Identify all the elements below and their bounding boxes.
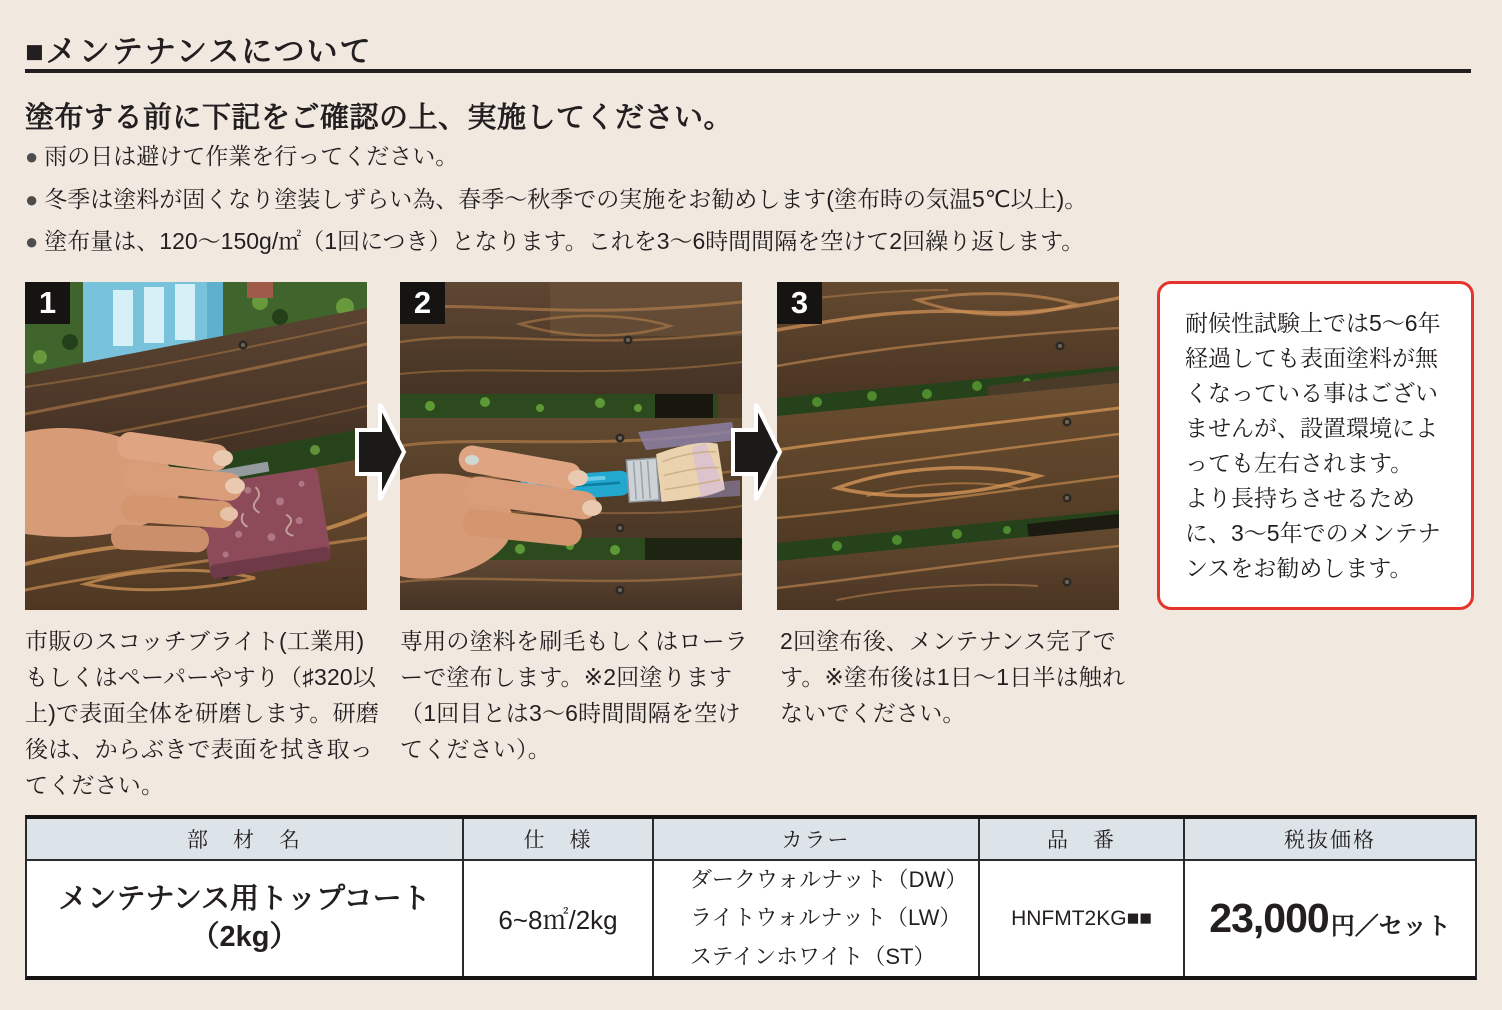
note-text: 雨の日は避けて作業を行ってください。 [44,143,459,169]
part-name-line1: メンテナンス用トップコート [58,882,431,915]
step-caption-1: 市販のスコッチブライト(工業用)もしくはペーパーやすり（♯320以上)で表面全体を研磨します。研磨後は、からぶきで表面を拭き取ってください。 [25,628,380,798]
step-caption-2: 専用の塗料を刷毛もしくはローラーで塗布します。※2回塗ります（1回目とは3〜6時間間隔を空けてください）。 [400,628,748,762]
price-unit: 円／セット [1330,913,1451,940]
note-text: 塗布量は、120〜150g/㎡（1回につき）となります。これを3〜6時間間隔を空けて2回繰り返します。 [44,228,1085,255]
col-header-spec: 仕 様 [464,819,654,861]
bullet-icon: ● [25,144,39,169]
step-number-badge: 3 [777,282,822,324]
part-number-cell: HNFMT2KG■■ [980,861,1185,976]
painting-wood-photo-illustration [400,282,742,610]
note-text: 冬季は塗料が固くなり塗装しずらい為、春季〜秋季での実施をお勧めします(塗布時の気温5℃以上)。 [44,185,1088,212]
note-paragraph: 耐候性試験上では5〜6年経過しても表面塗料が無くなっている事はございませんが、設置環境によっても左右されます。 [1185,310,1441,476]
part-name-line2: （2kg） [190,920,299,953]
arrow-right-icon [355,398,407,506]
color-options-cell [654,861,980,976]
note-paragraph: より長持ちさせるために、3〜5年でのメンテナンスをお勧めします。 [1185,485,1441,581]
step-number-badge: 1 [25,282,70,324]
part-name-cell [27,861,464,976]
color-option: ステインホワイト（ST） [690,943,936,969]
step-photo-2 [400,282,742,610]
col-header-part-no: 品 番 [980,819,1185,861]
step-photo-1 [25,282,367,610]
title-divider [25,69,1471,73]
sanding-wood-photo-illustration [25,282,367,610]
step-photo-3 [777,282,1119,610]
spec-cell: 6~8㎡/2kg [464,861,654,976]
note-item [25,228,1285,256]
price-value: 23,000 [1209,895,1329,941]
price-table [25,815,1477,980]
section-subtitle: 塗布する前に下記をご確認の上、実施してください。 [25,102,734,134]
page-title: ■メンテナンスについて [25,34,373,69]
bullet-icon: ● [25,186,39,212]
color-option: ダークウォルナット（DW） [690,866,968,892]
step-caption-3: 2回塗布後、メンテナンス完了です。※塗布後は1日〜1日半は触れないでください。 [780,628,1126,726]
notes-list [25,143,1285,271]
arrow-right-icon [731,398,783,506]
finished-wood-photo-illustration [777,282,1119,610]
color-option: ライトウォルナット（LW） [690,905,962,931]
note-item [25,186,1285,214]
price-cell [1185,861,1475,976]
note-item [25,143,1285,171]
step-number-badge: 2 [400,282,445,324]
col-header-color: カラー [654,819,980,861]
durability-note-box [1157,281,1474,610]
bullet-icon: ● [25,229,39,255]
col-header-part-name: 部 材 名 [27,819,464,861]
col-header-price: 税抜価格 [1185,819,1475,861]
